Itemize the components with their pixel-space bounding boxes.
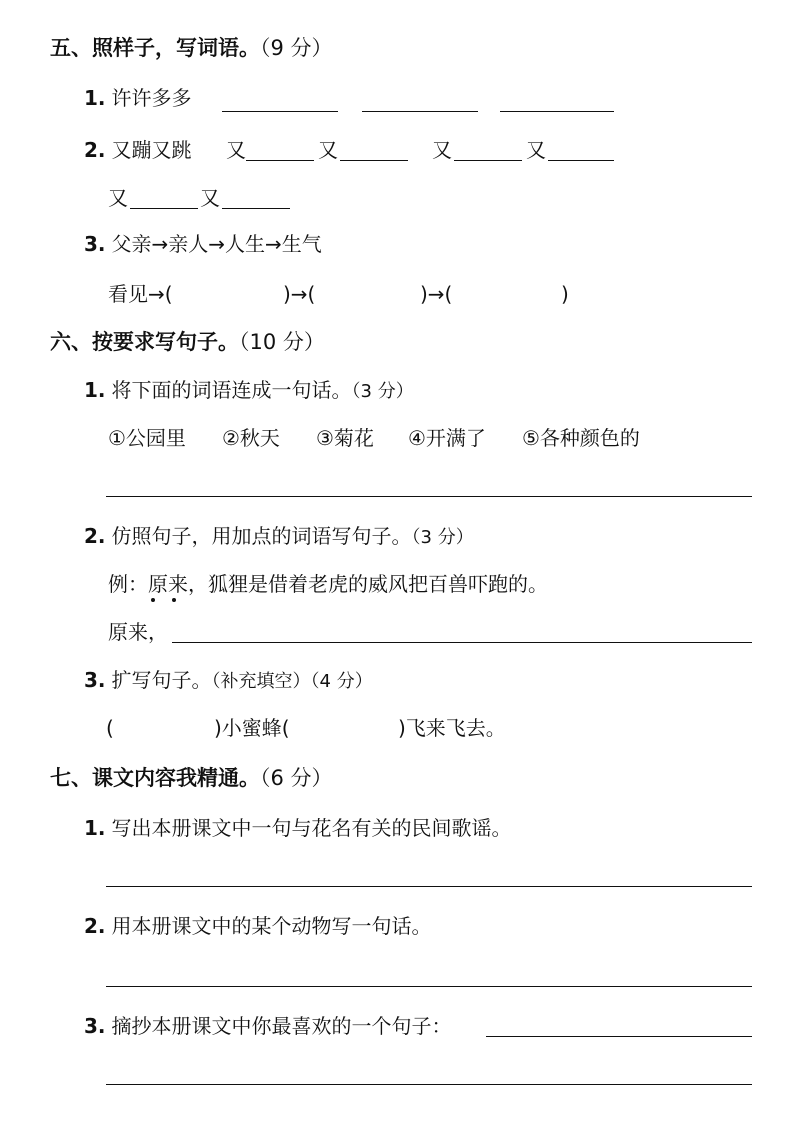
s6-q1 <box>84 380 414 401</box>
s6-q2-text: 仿照句子，用加点的词语写句子。 <box>111 524 412 548</box>
section-7-score: （6 分） <box>260 766 333 790</box>
s7-q3 <box>84 1016 452 1036</box>
s6-q1-score: （3 分） <box>351 381 414 402</box>
word-item: ⑤各种颜色的 <box>522 426 640 450</box>
s5-q2 <box>84 140 192 160</box>
s5-q3-mid: )→( <box>283 282 316 306</box>
section-7-heading <box>50 768 333 789</box>
you-char: 又 <box>432 138 452 162</box>
s7-q3-text: 摘抄本册课文中你最喜欢的一个句子： <box>111 1014 452 1038</box>
s7-q2-text: 用本册课文中的某个动物写一句话。 <box>111 914 432 938</box>
s7-q2 <box>84 916 432 936</box>
section-7-title: 七、课文内容我精通。 <box>50 766 260 790</box>
s7-q1 <box>84 818 512 838</box>
s5-q1 <box>84 88 192 108</box>
section-6-title: 六、按要求写句子。 <box>50 330 239 354</box>
answer-blank[interactable] <box>222 208 290 209</box>
answer-line[interactable] <box>486 1036 752 1037</box>
s6-q3-hint: （补充填空）（4 分） <box>211 671 373 692</box>
section-6-heading <box>50 332 325 353</box>
s6-q2-example: 例：原来，狐狸是借着老虎的威风把百兽吓跑的。 <box>108 572 548 596</box>
answer-blank[interactable] <box>246 160 314 161</box>
you-char: 又 <box>108 186 128 210</box>
section-6-score: （10 分） <box>239 330 325 354</box>
answer-blank[interactable] <box>222 111 338 112</box>
s6-q2-score: （3 分） <box>411 527 474 548</box>
s7-q1-text: 写出本册课文中一句与花名有关的民间歌谣。 <box>111 816 512 840</box>
s5-q1-example: 许许多多 <box>111 86 192 110</box>
answer-blank[interactable] <box>454 160 522 161</box>
answer-blank[interactable] <box>500 111 614 112</box>
you-char: 又 <box>318 138 338 162</box>
s5-q3-prefix: 看见→( <box>108 282 173 306</box>
section-5-title: 五、照样子，写词语。 <box>50 36 260 60</box>
s5-q1-number: 1. <box>84 86 106 110</box>
s6-q2 <box>84 526 474 547</box>
word-item: ④开满了 <box>408 426 486 450</box>
s6-q2-prompt: 原来， <box>108 620 168 644</box>
word-item: ③菊花 <box>316 426 374 450</box>
answer-blank[interactable] <box>548 160 614 161</box>
answer-line[interactable] <box>172 642 752 643</box>
s6-q1-number: 1. <box>84 378 106 402</box>
s6-q1-text: 将下面的词语连成一句话。 <box>111 378 352 402</box>
word-item: ①公园里 <box>108 426 186 450</box>
answer-blank[interactable] <box>340 160 408 161</box>
you-char: 又 <box>226 138 246 162</box>
s5-q3-example: 父亲→亲人→人生→生气 <box>111 232 322 256</box>
you-char: 又 <box>526 138 546 162</box>
emphasis-dot <box>151 598 155 602</box>
answer-blank[interactable] <box>130 208 198 209</box>
s7-q3-number: 3. <box>84 1014 106 1038</box>
answer-line[interactable] <box>106 886 752 887</box>
s6-q3-number: 3. <box>84 668 106 692</box>
answer-blank[interactable] <box>362 111 478 112</box>
s5-q3-end: ) <box>561 282 569 306</box>
s5-q2-example: 又蹦又跳 <box>111 138 192 162</box>
section-5-score: （9 分） <box>260 36 333 60</box>
s7-q2-number: 2. <box>84 914 106 938</box>
emphasis-dot <box>172 598 176 602</box>
s6-q3-end: )飞来飞去。 <box>398 716 506 740</box>
section-5-heading <box>50 38 333 59</box>
answer-line[interactable] <box>106 496 752 497</box>
answer-line[interactable] <box>106 1084 752 1085</box>
s6-q3 <box>84 670 373 691</box>
answer-line[interactable] <box>106 986 752 987</box>
word-item: ②秋天 <box>222 426 280 450</box>
you-char: 又 <box>200 186 220 210</box>
s7-q1-number: 1. <box>84 816 106 840</box>
s5-q3-mid: )→( <box>420 282 453 306</box>
s5-q3 <box>84 234 322 254</box>
s6-q2-number: 2. <box>84 524 106 548</box>
s6-q3-paren: ( <box>106 716 114 740</box>
s6-q3-middle: )小蜜蜂( <box>214 716 290 740</box>
s5-q2-number: 2. <box>84 138 106 162</box>
s6-q3-text: 扩写句子。 <box>111 668 212 692</box>
s5-q3-number: 3. <box>84 232 106 256</box>
